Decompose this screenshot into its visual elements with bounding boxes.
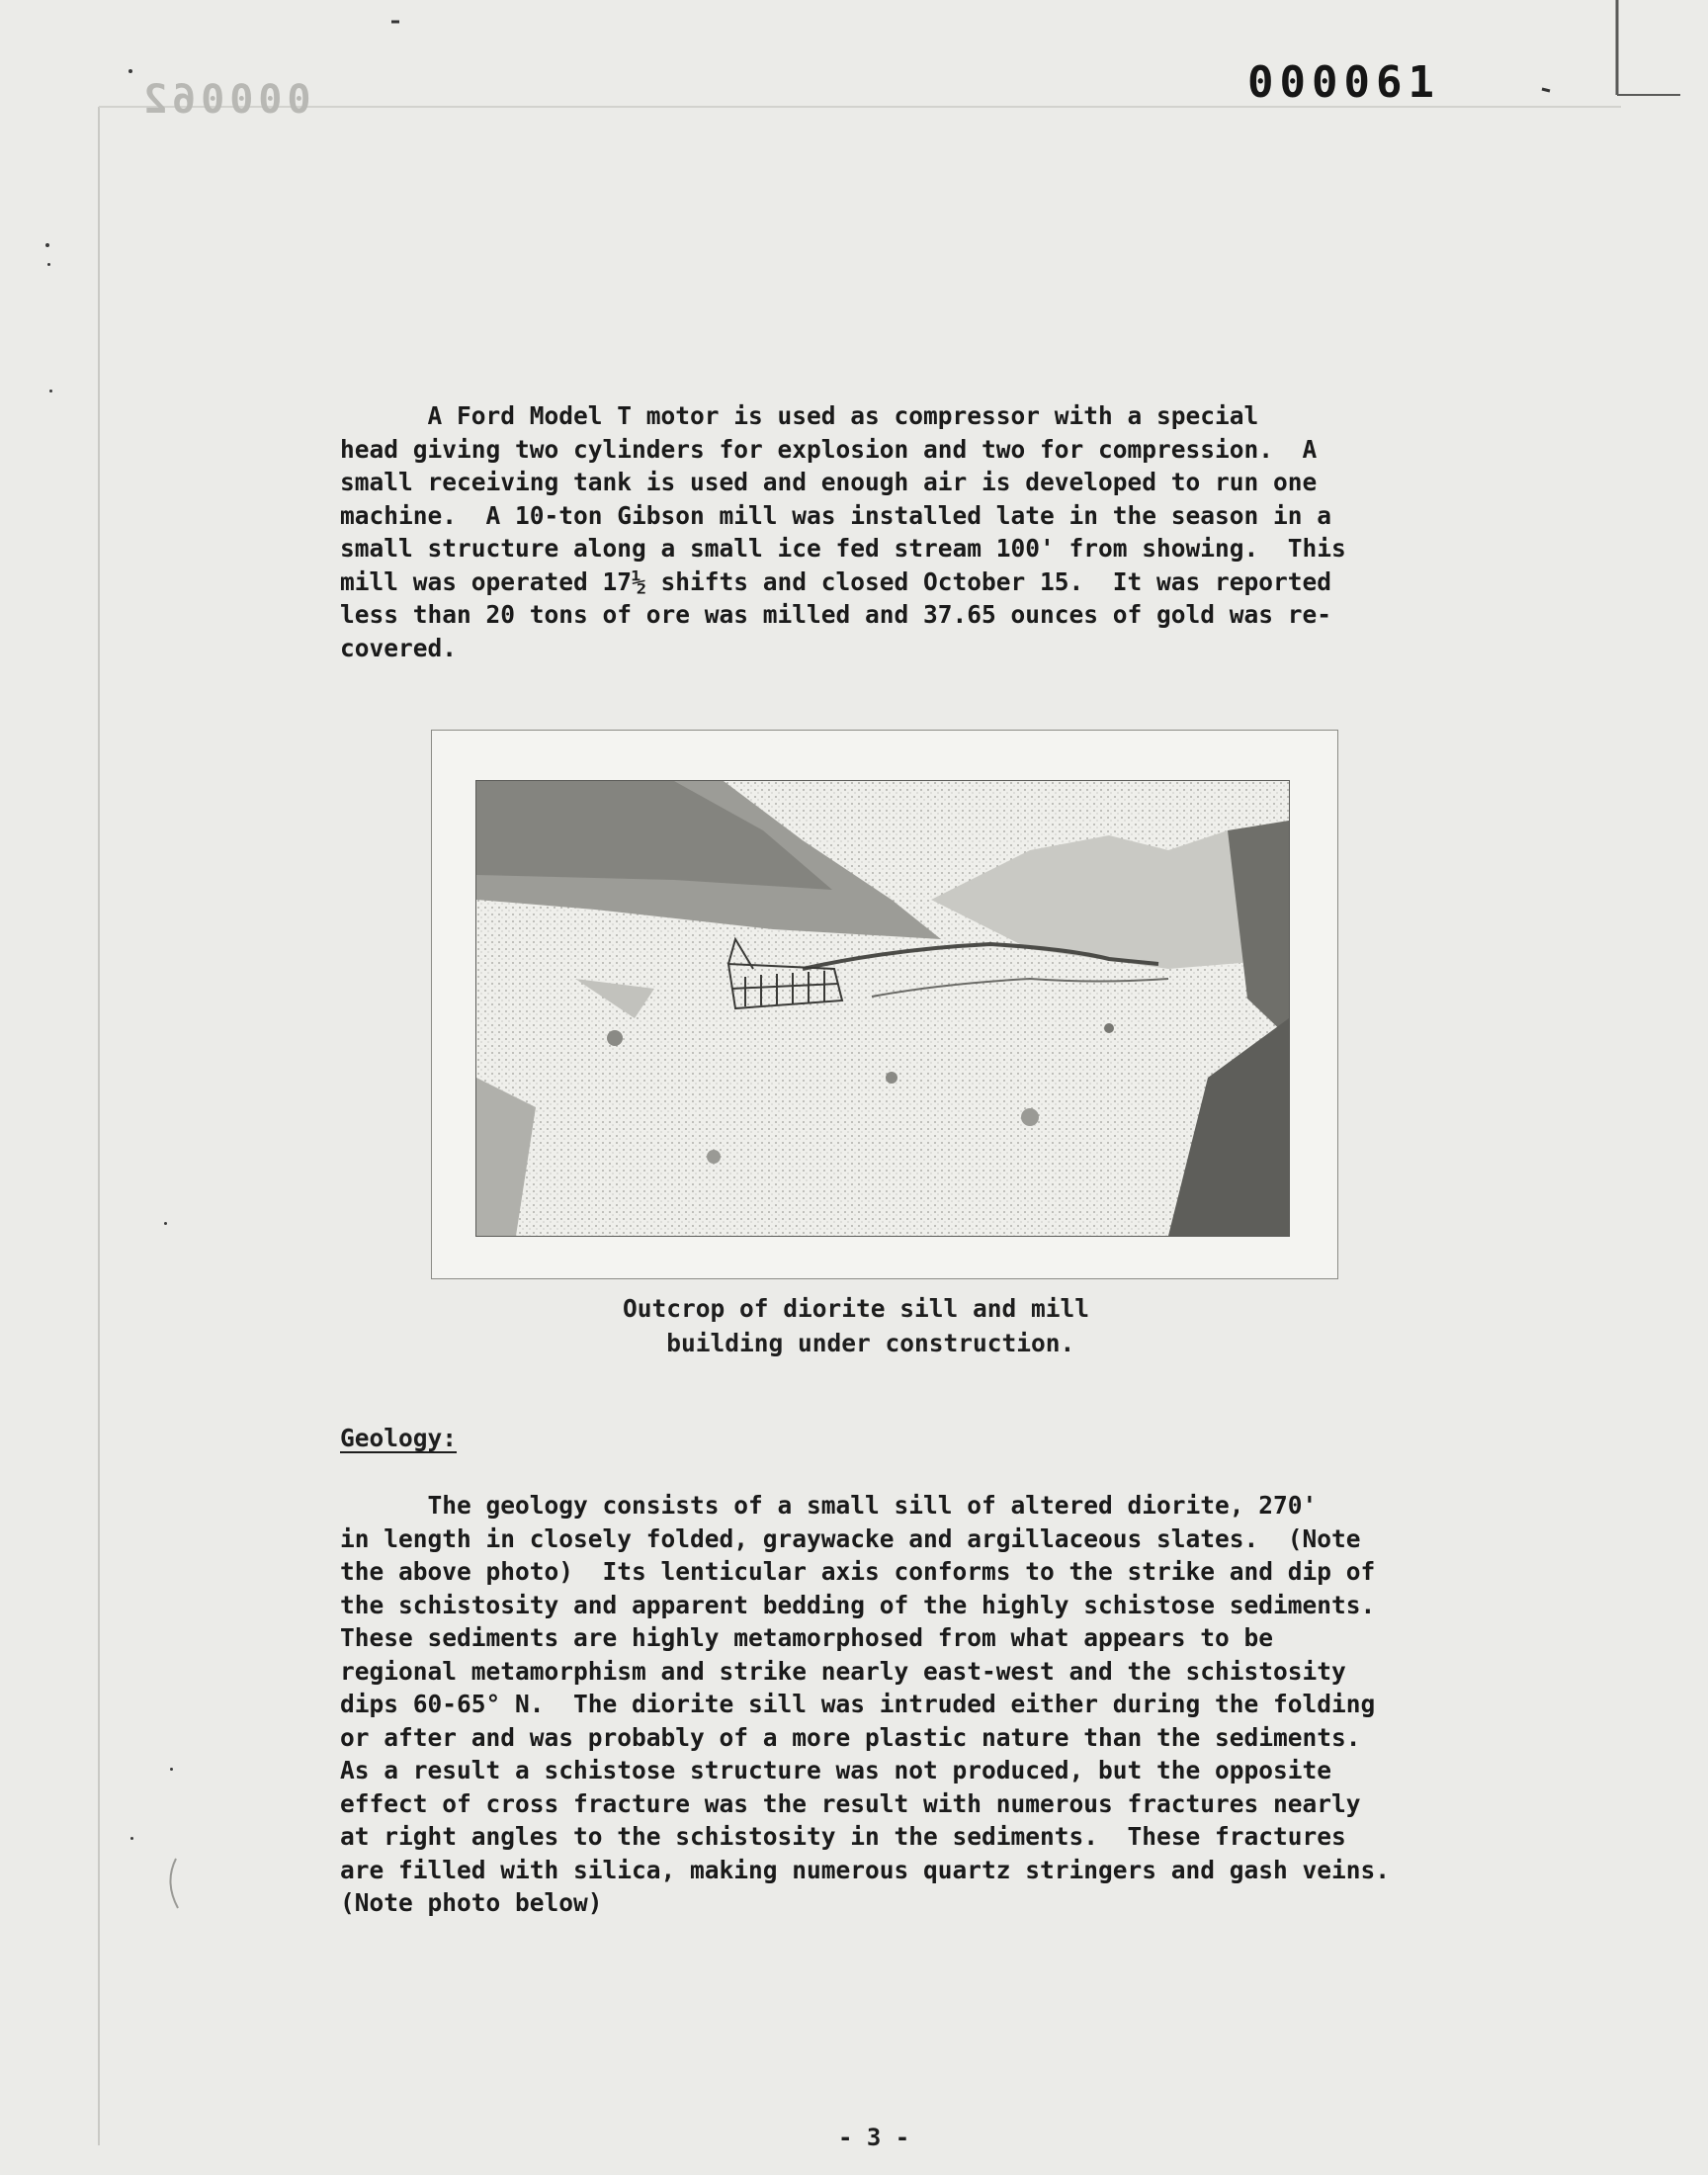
scan-speck [45, 243, 49, 247]
scan-speck [164, 1222, 167, 1225]
scan-speck [49, 390, 52, 392]
scan-speck [130, 1837, 133, 1840]
paragraph-geology: The geology consists of a small sill of altered diorite, 270' in length in closely folded, graywacke and argillaceous slates. (Note the above photo) Its lenticular axis conforms to the strike and dip of the schistosity and apparent bedding of the highly schistose sediments. These sediments are highly metamorphosed from what appears to be regional metamorphism and strike nearly east-west and the schistosity dips 60-65° N. The diorite sill was intruded either during the folding or after and was probably of a more plastic nature than the sediments. As a result a schistose structure was not produced, but the opposite effect of cross fracture was the result with numerous fractures nearly at right angles to the schistosity in the sediments. These fractures are filled with silica, making numerous quartz stringers and gash veins. (Note photo below) [340, 1491, 1391, 1917]
scan-speck [170, 1768, 173, 1771]
paragraph-mill-equipment: A Ford Model T motor is used as compressor with a special head giving two cylinders for explosion and two for compression. A small receiving tank is used and enough air is developed to run one machine. A 10-ton Gibson mill was installed late in the season in a small structure along a small ice fed stream 100' from showing. This mill was operated 17½ shifts and closed October 15. It was reported less than 20 tons of ore was milled and 37.65 ounces of gold was re- covered. [340, 401, 1346, 662]
bleed-through-number: 000062 [138, 77, 311, 123]
page-number: - 3 - [838, 2124, 910, 2151]
scan-speck [128, 69, 132, 73]
outcrop-photo [475, 780, 1290, 1237]
scan-speck [47, 263, 50, 266]
landscape-image [476, 781, 1289, 1236]
document-number: 000061 [1247, 57, 1440, 108]
photo-caption: Outcrop of diorite sill and mill building under construction. [623, 1294, 1090, 1357]
photo-mount [431, 730, 1338, 1279]
section-heading-geology: Geology: [340, 1424, 458, 1452]
